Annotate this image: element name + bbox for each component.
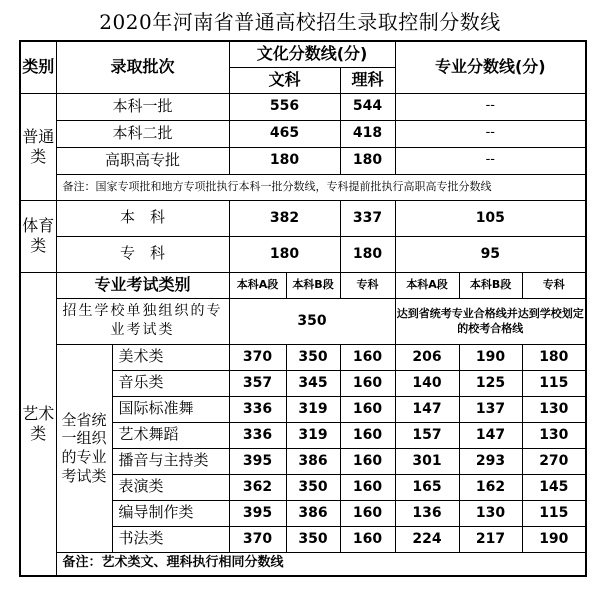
art-c2: 本科B段 bbox=[286, 272, 340, 298]
art-label: 艺术类 bbox=[20, 272, 56, 576]
art-cell: 160 bbox=[340, 370, 395, 396]
art-cell: 357 bbox=[229, 370, 286, 396]
art-cell: 115 bbox=[522, 370, 586, 396]
sports-batch: 本 科 bbox=[56, 200, 229, 236]
art-cell: 345 bbox=[286, 370, 340, 396]
art-c1: 本科A段 bbox=[229, 272, 286, 298]
general-wen: 180 bbox=[229, 147, 340, 174]
general-major: -- bbox=[395, 93, 586, 120]
header-culture: 文化分数线(分) bbox=[229, 41, 395, 67]
general-major: -- bbox=[395, 120, 586, 147]
sports-wen: 180 bbox=[229, 236, 340, 272]
general-li: 544 bbox=[340, 93, 395, 120]
art-cell: 293 bbox=[459, 448, 522, 474]
art-cell: 319 bbox=[286, 422, 340, 448]
art-cell: 160 bbox=[340, 396, 395, 422]
art-row-name: 国际标准舞 bbox=[112, 396, 229, 422]
page-title: 2020年河南省普通高校招生录取控制分数线 bbox=[99, 10, 501, 34]
header-science: 理科 bbox=[340, 67, 395, 93]
art-cell: 115 bbox=[522, 500, 586, 526]
sports-wen: 382 bbox=[229, 200, 340, 236]
art-cell: 190 bbox=[522, 526, 586, 552]
header-batch: 录取批次 bbox=[56, 41, 229, 93]
art-cell: 147 bbox=[395, 396, 459, 422]
art-row-name: 表演类 bbox=[112, 474, 229, 500]
art-type-header: 专业考试类别 bbox=[56, 272, 229, 298]
general-wen: 465 bbox=[229, 120, 340, 147]
art-cell: 350 bbox=[286, 344, 340, 370]
art-row-name: 书法类 bbox=[112, 526, 229, 552]
sports-li: 337 bbox=[340, 200, 395, 236]
header-arts: 文科 bbox=[229, 67, 340, 93]
art-cell: 270 bbox=[522, 448, 586, 474]
art-m1: 本科A段 bbox=[395, 272, 459, 298]
general-li: 180 bbox=[340, 147, 395, 174]
art-single-culture: 350 bbox=[229, 298, 395, 344]
general-li: 418 bbox=[340, 120, 395, 147]
art-cell: 395 bbox=[229, 448, 286, 474]
art-cell: 217 bbox=[459, 526, 522, 552]
art-cell: 224 bbox=[395, 526, 459, 552]
header-category: 类别 bbox=[20, 41, 56, 93]
art-m2: 本科B段 bbox=[459, 272, 522, 298]
art-cell: 130 bbox=[522, 396, 586, 422]
art-row-name: 艺术舞蹈 bbox=[112, 422, 229, 448]
general-label: 普通类 bbox=[20, 93, 56, 200]
art-cell: 386 bbox=[286, 500, 340, 526]
general-major: -- bbox=[395, 147, 586, 174]
art-c3: 专科 bbox=[340, 272, 395, 298]
art-cell: 136 bbox=[395, 500, 459, 526]
header-major: 专业分数线(分) bbox=[395, 41, 586, 93]
general-wen: 556 bbox=[229, 93, 340, 120]
art-row-name: 播音与主持类 bbox=[112, 448, 229, 474]
art-single-major: 达到省统考专业合格线并达到学校划定的校考合格线 bbox=[395, 298, 586, 344]
art-cell: 160 bbox=[340, 422, 395, 448]
art-cell: 130 bbox=[459, 500, 522, 526]
general-batch: 本科二批 bbox=[56, 120, 229, 147]
art-cell: 145 bbox=[522, 474, 586, 500]
art-cell: 336 bbox=[229, 422, 286, 448]
art-cell: 350 bbox=[286, 474, 340, 500]
art-cell: 140 bbox=[395, 370, 459, 396]
art-cell: 165 bbox=[395, 474, 459, 500]
art-cell: 370 bbox=[229, 344, 286, 370]
art-cell: 160 bbox=[340, 526, 395, 552]
general-batch: 高职高专批 bbox=[56, 147, 229, 174]
art-cell: 160 bbox=[340, 448, 395, 474]
score-table bbox=[19, 40, 587, 577]
art-cell: 319 bbox=[286, 396, 340, 422]
art-cell: 336 bbox=[229, 396, 286, 422]
art-cell: 362 bbox=[229, 474, 286, 500]
sports-major: 105 bbox=[395, 200, 586, 236]
art-cell: 162 bbox=[459, 474, 522, 500]
art-cell: 125 bbox=[459, 370, 522, 396]
art-cell: 386 bbox=[286, 448, 340, 474]
general-batch: 本科一批 bbox=[56, 93, 229, 120]
art-unified-label: 全省统一组织的专业考试类 bbox=[56, 344, 112, 552]
sports-label: 体育类 bbox=[20, 200, 56, 272]
sports-batch: 专 科 bbox=[56, 236, 229, 272]
art-cell: 180 bbox=[522, 344, 586, 370]
art-cell: 206 bbox=[395, 344, 459, 370]
art-single-label: 招生学校单独组织的专业考试类 bbox=[56, 298, 229, 344]
art-cell: 395 bbox=[229, 500, 286, 526]
art-cell: 147 bbox=[459, 422, 522, 448]
sports-li: 180 bbox=[340, 236, 395, 272]
art-cell: 157 bbox=[395, 422, 459, 448]
art-row-name: 美术类 bbox=[112, 344, 229, 370]
art-cell: 301 bbox=[395, 448, 459, 474]
sports-major: 95 bbox=[395, 236, 586, 272]
art-cell: 350 bbox=[286, 526, 340, 552]
general-note: 备注：国家专项批和地方专项批执行本科一批分数线，专科提前批执行高职高专批分数线 bbox=[56, 174, 586, 200]
art-cell: 160 bbox=[340, 500, 395, 526]
art-cell: 160 bbox=[340, 474, 395, 500]
art-row-name: 编导制作类 bbox=[112, 500, 229, 526]
art-cell: 137 bbox=[459, 396, 522, 422]
art-cell: 160 bbox=[340, 344, 395, 370]
art-cell: 130 bbox=[522, 422, 586, 448]
art-cell: 370 bbox=[229, 526, 286, 552]
art-note: 备注：艺术类文、理科执行相同分数线 bbox=[56, 552, 586, 576]
art-cell: 190 bbox=[459, 344, 522, 370]
art-row-name: 音乐类 bbox=[112, 370, 229, 396]
art-m3: 专科 bbox=[522, 272, 586, 298]
